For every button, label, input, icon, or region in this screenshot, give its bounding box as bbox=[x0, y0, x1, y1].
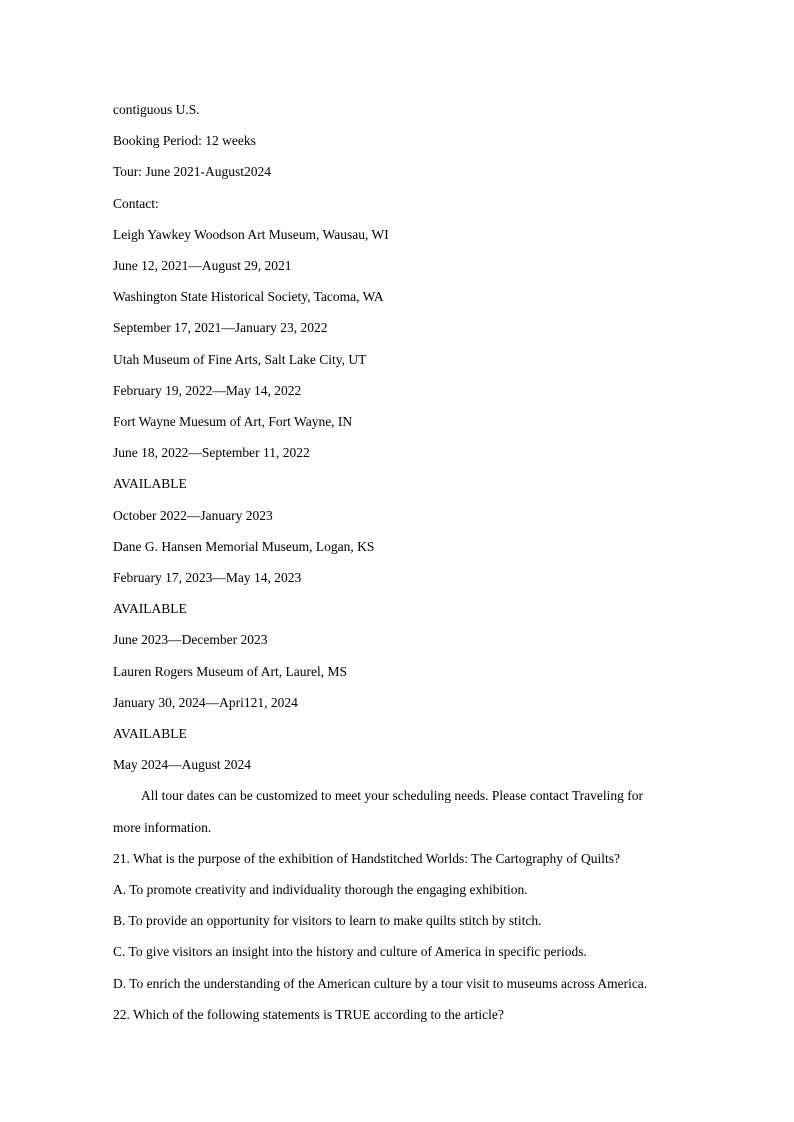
availability-status: AVAILABLE bbox=[113, 601, 187, 616]
venue-dates: February 19, 2022—May 14, 2022 bbox=[113, 383, 302, 398]
venue-name: Leigh Yawkey Woodson Art Museum, Wausau, WI bbox=[113, 227, 389, 242]
venue-dates: February 17, 2023—May 14, 2023 bbox=[113, 570, 302, 585]
venue-name: Utah Museum of Fine Arts, Salt Lake City, UT bbox=[113, 352, 367, 367]
text-line-coverage: contiguous U.S. bbox=[113, 102, 200, 117]
availability-status: AVAILABLE bbox=[113, 476, 187, 491]
text-line-booking-period: Booking Period: 12 weeks bbox=[113, 133, 256, 148]
venue-dates: June 12, 2021—August 29, 2021 bbox=[113, 258, 292, 273]
option-b: B. To provide an opportunity for visitors to learn to make quilts stitch by stitch. bbox=[113, 913, 542, 928]
option-d: D. To enrich the understanding of the American culture by a tour visit to museums across America. bbox=[113, 976, 648, 991]
venue-name: Lauren Rogers Museum of Art, Laurel, MS bbox=[113, 664, 347, 679]
availability-status: AVAILABLE bbox=[113, 726, 187, 741]
venue-dates: October 2022—January 2023 bbox=[113, 508, 273, 523]
venue-dates: September 17, 2021—January 23, 2022 bbox=[113, 320, 328, 335]
venue-dates: June 2023—December 2023 bbox=[113, 632, 268, 647]
venue-name: Dane G. Hansen Memorial Museum, Logan, KS bbox=[113, 539, 375, 554]
paragraph-note: All tour dates can be customized to meet your scheduling needs. Please contact Traveling for bbox=[141, 788, 643, 803]
question-21: 21. What is the purpose of the exhibition of Handstitched Worlds: The Cartography of Quilts? bbox=[113, 851, 620, 866]
paragraph-note-continued: more information. bbox=[113, 820, 212, 835]
question-22: 22. Which of the following statements is TRUE according to the article? bbox=[113, 1007, 504, 1022]
text-line-contact: Contact: bbox=[113, 196, 159, 211]
venue-name: Fort Wayne Muesum of Art, Fort Wayne, IN bbox=[113, 414, 353, 429]
venue-name: Washington State Historical Society, Tacoma, WA bbox=[113, 289, 384, 304]
venue-dates: January 30, 2024—Apri121, 2024 bbox=[113, 695, 298, 710]
venue-dates: May 2024—August 2024 bbox=[113, 757, 251, 772]
venue-dates: June 18, 2022—September 11, 2022 bbox=[113, 445, 310, 460]
text-line-tour: Tour: June 2021-August2024 bbox=[113, 164, 272, 179]
option-a: A. To promote creativity and individuality thorough the engaging exhibition. bbox=[113, 882, 528, 897]
option-c: C. To give visitors an insight into the history and culture of America in specific periods. bbox=[113, 944, 587, 959]
